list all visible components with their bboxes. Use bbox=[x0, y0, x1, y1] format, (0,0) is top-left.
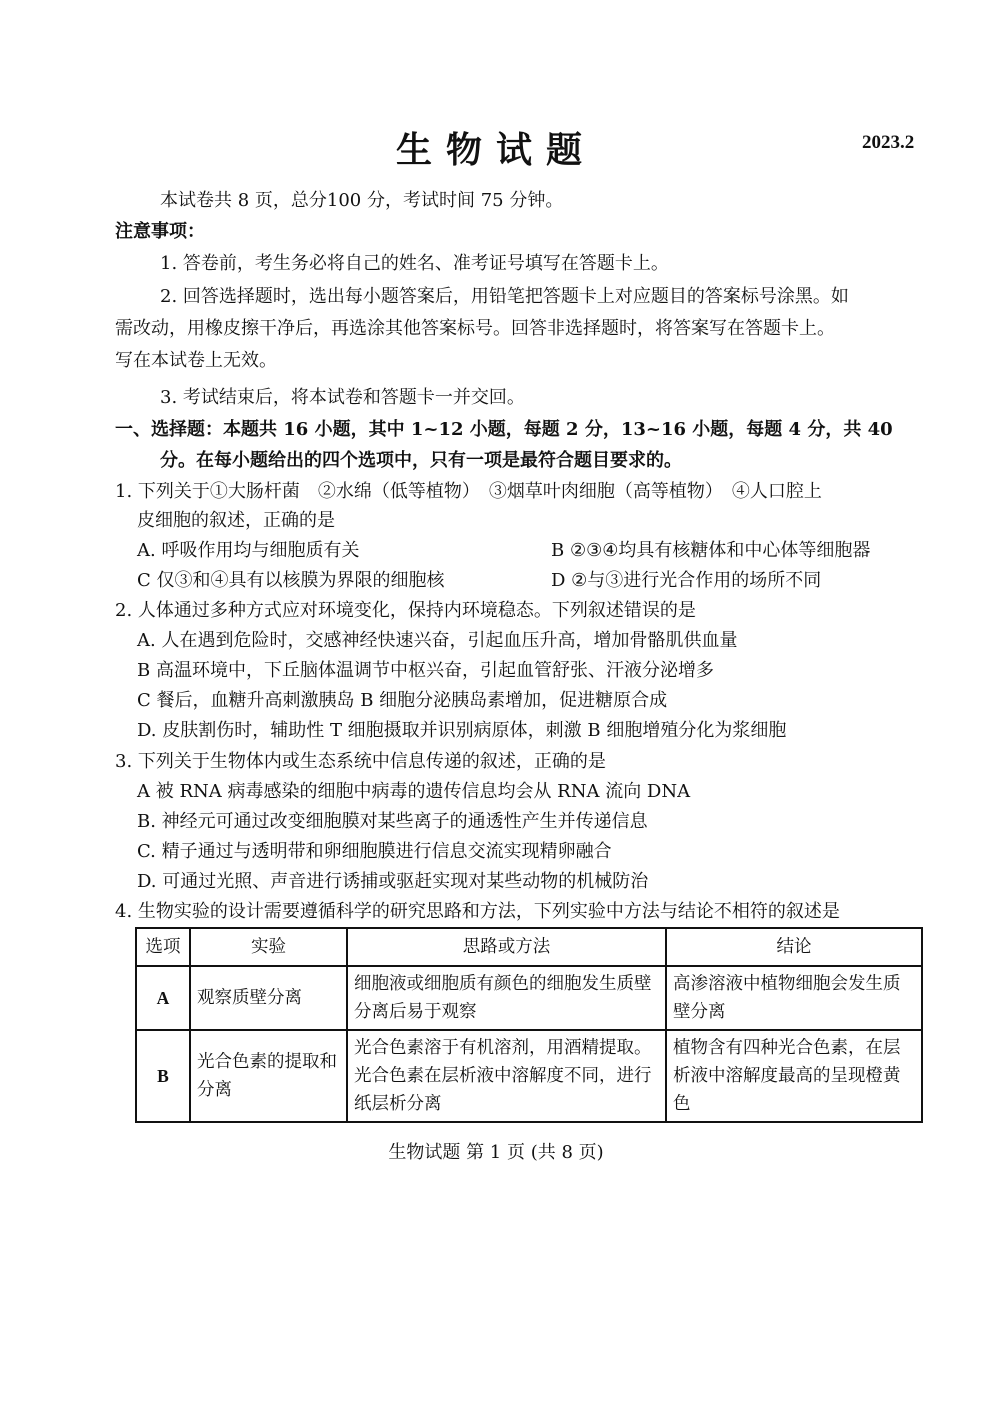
question-4-stem: 4. 生物实验的设计需要遵循科学的研究思路和方法，下列实验中方法与结论不相符的叙述是 bbox=[115, 901, 840, 922]
notice-item-2-line-1: 2. 回答选择题时，选出每小题答案后，用铅笔把答题卡上对应题目的答案标号涂黑。如 bbox=[160, 286, 849, 307]
question-1-option-a: A. 呼吸作用均与细胞质有关 bbox=[137, 540, 360, 561]
table-header-method: 思路或方法 bbox=[347, 928, 666, 966]
page-footer: 生物试题 第 1 页 (共 8 页) bbox=[388, 1142, 604, 1163]
question-3-stem: 3. 下列关于生物体内或生态系统中信息传递的叙述，正确的是 bbox=[115, 751, 606, 772]
question-4-table bbox=[135, 927, 923, 1123]
table-header-option: 选项 bbox=[136, 928, 190, 966]
notice-item-1: 1. 答卷前，考生务必将自己的姓名、准考证号填写在答题卡上。 bbox=[160, 253, 669, 274]
question-3-option-c: C. 精子通过与透明带和卵细胞膜进行信息交流实现精卵融合 bbox=[137, 841, 612, 862]
table-cell-option: B bbox=[136, 1030, 190, 1122]
notice-item-3: 3. 考试结束后，将本试卷和答题卡一并交回。 bbox=[160, 387, 525, 408]
question-2-option-b: B 高温环境中，下丘脑体温调节中枢兴奋，引起血管舒张、汗液分泌增多 bbox=[137, 660, 714, 681]
question-3-option-d: D. 可通过光照、声音进行诱捕或驱赶实现对某些动物的机械防治 bbox=[137, 871, 649, 892]
table-cell-conclusion: 植物含有四种光合色素，在层析液中溶解度最高的呈现橙黄色 bbox=[666, 1030, 922, 1122]
question-2-option-c: C 餐后，血糖升高刺激胰岛 B 细胞分泌胰岛素增加，促进糖原合成 bbox=[137, 690, 668, 711]
question-3-option-a: A 被 RNA 病毒感染的细胞中病毒的遗传信息均会从 RNA 流向 DNA bbox=[137, 781, 691, 802]
page-title: 生物试题 bbox=[395, 129, 596, 171]
table-cell-experiment: 光合色素的提取和分离 bbox=[190, 1030, 347, 1122]
table-cell-experiment: 观察质壁分离 bbox=[190, 966, 347, 1030]
notice-item-2-line-2: 需改动，用橡皮擦干净后，再选涂其他答案标号。回答非选择题时，将答案写在答题卡上。 bbox=[115, 318, 835, 339]
notice-heading: 注意事项： bbox=[115, 221, 205, 242]
question-2-stem: 2. 人体通过多种方式应对环境变化，保持内环境稳态。下列叙述错误的是 bbox=[115, 600, 696, 621]
table-header-row bbox=[136, 928, 922, 966]
question-3-option-b: B. 神经元可通过改变细胞膜对某些离子的通透性产生并传递信息 bbox=[137, 811, 648, 832]
table-cell-conclusion: 高渗溶液中植物细胞会发生质壁分离 bbox=[666, 966, 922, 1030]
table-header-conclusion: 结论 bbox=[666, 928, 922, 966]
question-1-option-b: B ②③④均具有核糖体和中心体等细胞器 bbox=[551, 540, 871, 561]
question-1-option-d: D ②与③进行光合作用的场所不同 bbox=[551, 570, 822, 591]
question-1-stem-line-1: 1. 下列关于①大肠杆菌 ②水绵（低等植物） ③烟草叶肉细胞（高等植物） ④人口腔上 bbox=[115, 481, 822, 502]
table-header-experiment: 实验 bbox=[190, 928, 347, 966]
section-1-heading-line-1: 一、选择题：本题共 16 小题，其中 1~12 小题，每题 2 分，13~16 小题，每题 4 分，共 40 bbox=[115, 419, 893, 440]
intro-text: 本试卷共 8 页，总分100 分，考试时间 75 分钟。 bbox=[160, 190, 564, 211]
exam-date: 2023.2 bbox=[862, 132, 915, 153]
table-cell-method: 细胞液或细胞质有颜色的细胞发生质壁分离后易于观察 bbox=[347, 966, 666, 1030]
section-1-heading-line-2: 分。在每小题给出的四个选项中，只有一项是最符合题目要求的。 bbox=[160, 450, 682, 471]
question-1-option-c: C 仅③和④具有以核膜为界限的细胞核 bbox=[137, 570, 445, 591]
question-2-option-d: D. 皮肤割伤时，辅助性 T 细胞摄取并识别病原体，刺激 B 细胞增殖分化为浆细胞 bbox=[137, 720, 787, 741]
table-row bbox=[136, 966, 922, 1030]
question-1-stem-line-2: 皮细胞的叙述，正确的是 bbox=[137, 510, 335, 531]
table-cell-option: A bbox=[136, 966, 190, 1030]
notice-item-2-line-3: 写在本试卷上无效。 bbox=[115, 350, 277, 371]
table-cell-method: 光合色素溶于有机溶剂，用酒精提取。光合色素在层析液中溶解度不同，进行纸层析分离 bbox=[347, 1030, 666, 1122]
table-row bbox=[136, 1030, 922, 1122]
question-2-option-a: A. 人在遇到危险时，交感神经快速兴奋，引起血压升高，增加骨骼肌供血量 bbox=[137, 630, 738, 651]
